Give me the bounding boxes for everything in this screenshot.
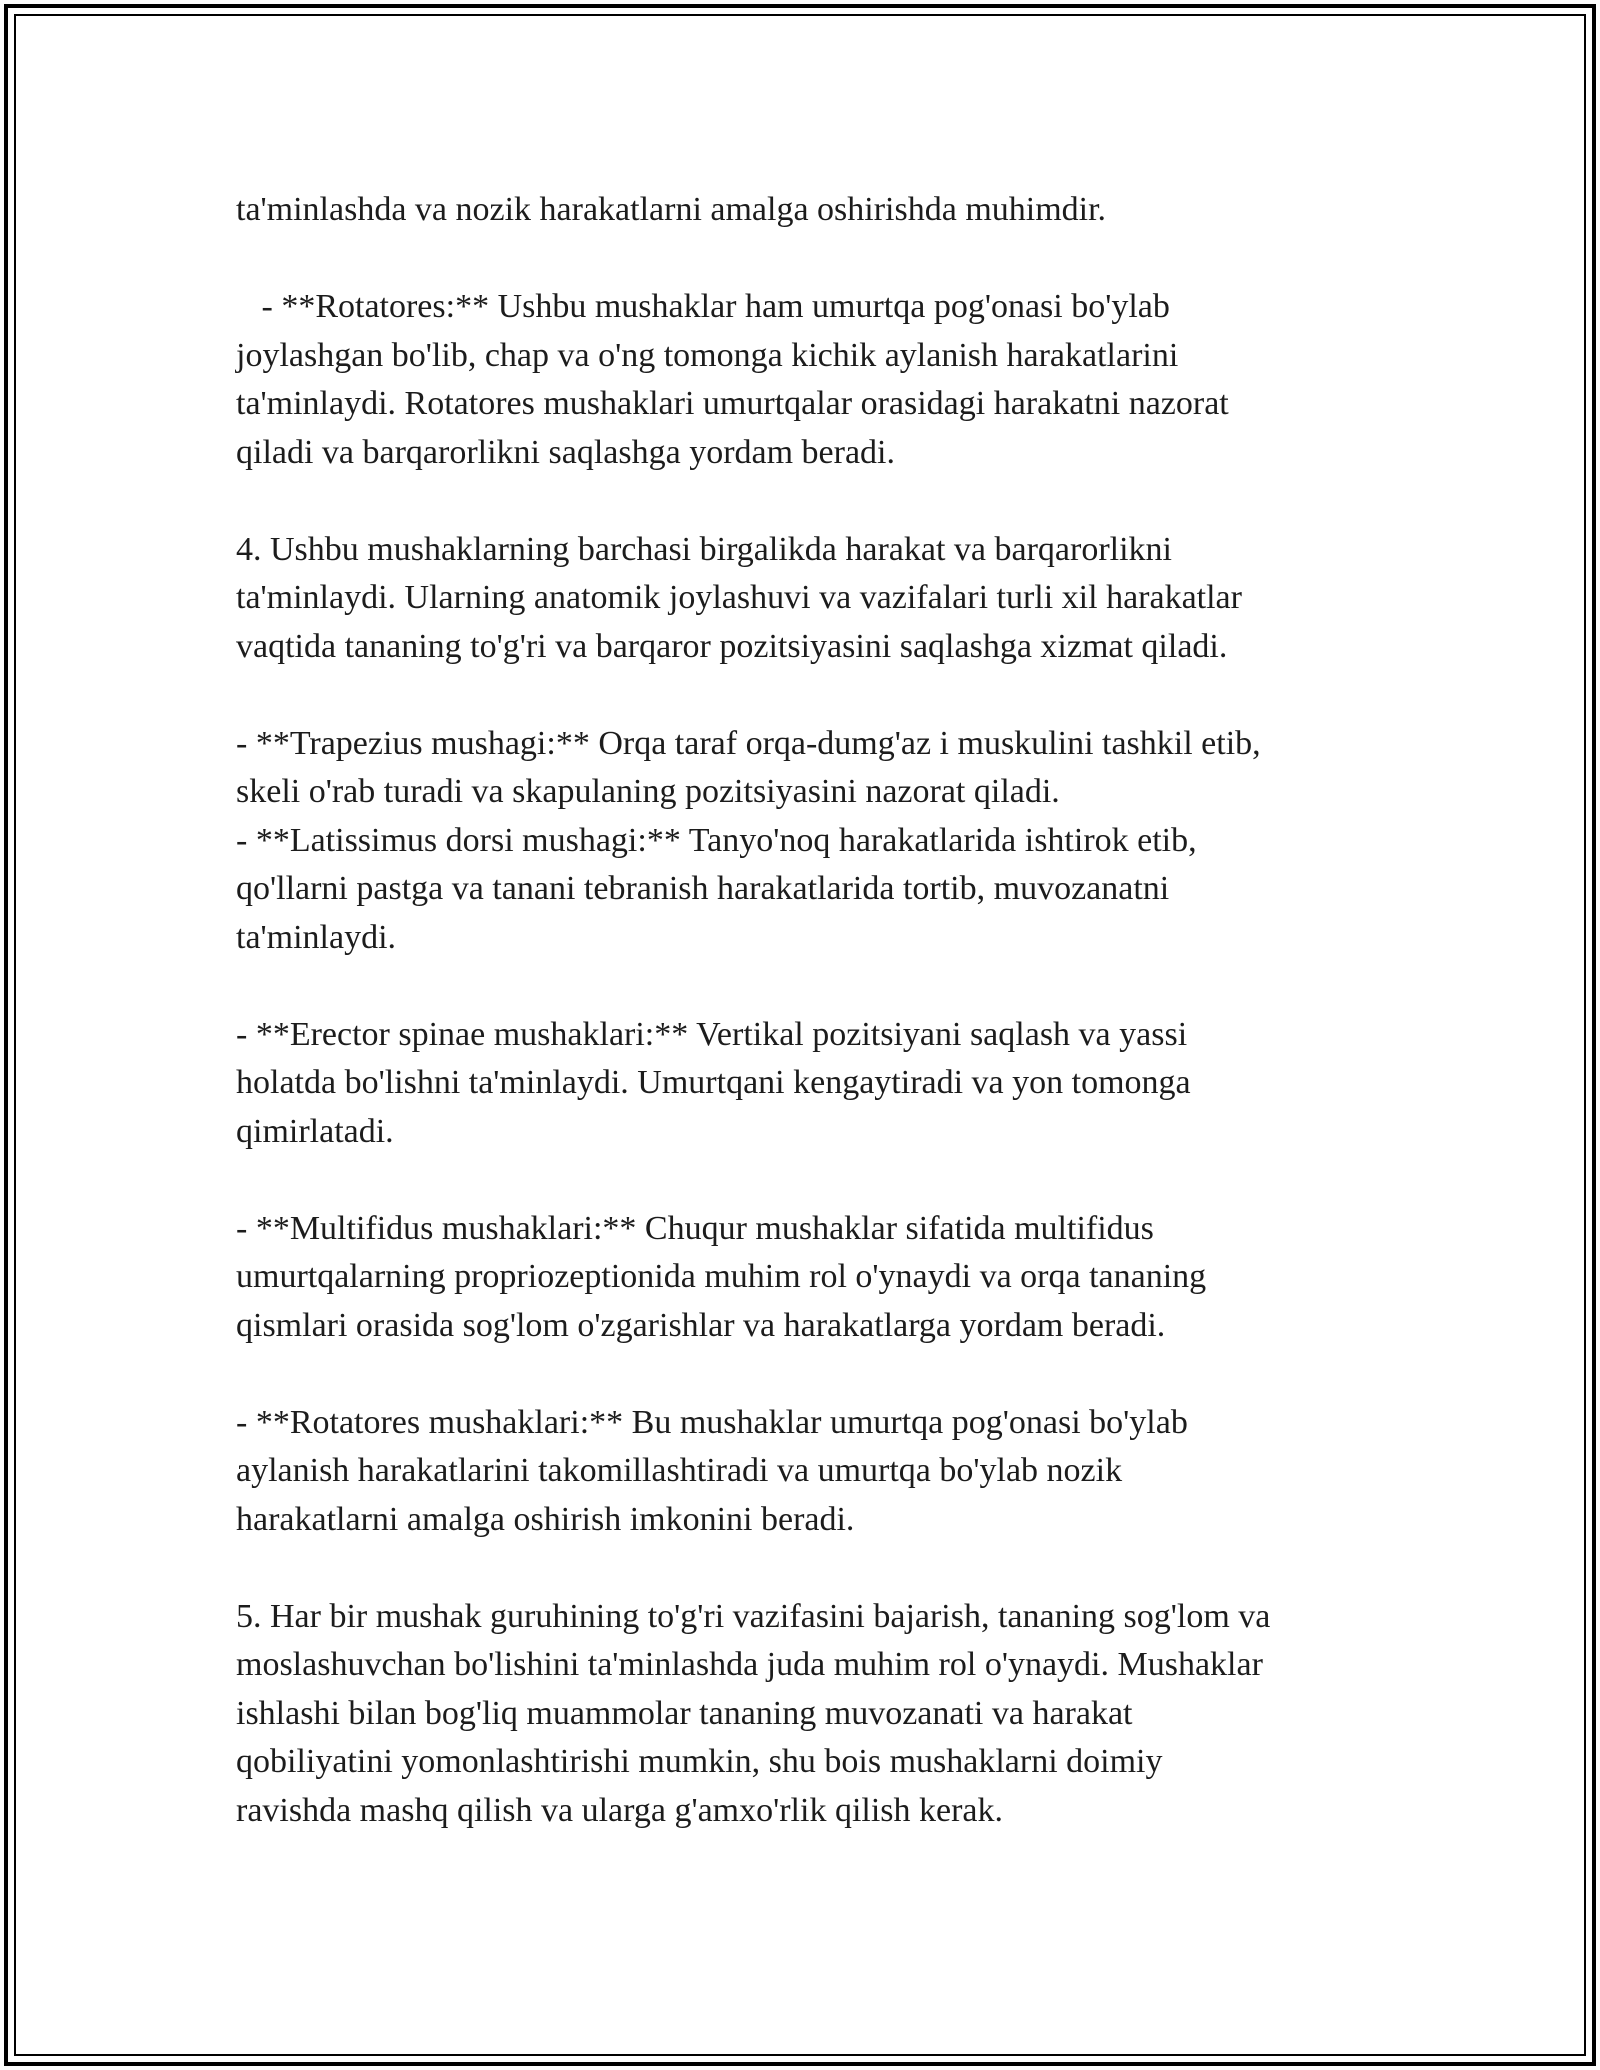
text-line: qismlari orasida sog'lom o'zgarishlar va harakatlarga yordam beradi. xyxy=(236,1306,1166,1344)
text-line xyxy=(236,1544,1376,1593)
text-line xyxy=(236,962,1376,1011)
text-line xyxy=(236,671,1376,720)
text-line: qimirlatadi. xyxy=(236,1112,394,1150)
document-body xyxy=(236,186,1376,1835)
text-line: ravishda mashq qilish va ularga g'amxo'rlik qilish kerak. xyxy=(236,1791,1004,1829)
text-line xyxy=(236,1350,1376,1399)
text-line: - **Rotatores:** Ushbu mushaklar ham umurtqa pog'onasi bo'ylab xyxy=(236,288,1170,325)
text-line: - **Latissimus dorsi mushagi:** Tanyo'noq harakatlarida ishtirok etib, xyxy=(236,821,1197,859)
text-line: ta'minlashda va nozik harakatlarni amalga oshirishda muhimdir. xyxy=(236,191,1107,228)
text-line: ta'minlaydi. Rotatores mushaklari umurtqalar orasidagi harakatni nazorat xyxy=(236,385,1229,422)
text-line xyxy=(236,235,1376,284)
text-line xyxy=(236,1156,1376,1205)
text-line: aylanish harakatlarini takomillashtiradi va umurtqa bo'ylab nozik xyxy=(236,1452,1123,1489)
text-line: 5. Har bir mushak guruhining to'g'ri vazifasini bajarish, tananing sog'lom va xyxy=(236,1597,1271,1635)
text-line: ta'minlaydi. xyxy=(236,918,397,956)
text-line: moslashuvchan bo'lishini ta'minlashda juda muhim rol o'ynaydi. Mushaklar xyxy=(236,1646,1263,1683)
text-line: 4. Ushbu mushaklarning barchasi birgalikda harakat va barqarorlikni xyxy=(236,530,1172,568)
text-line: joylashgan bo'lib, chap va o'ng tomonga kichik aylanish harakatlarini xyxy=(236,336,1179,374)
text-line: ta'minlaydi. Ularning anatomik joylashuvi va vazifalari turli xil harakatlar xyxy=(236,579,1242,616)
text-line: - **Erector spinae mushaklari:** Vertikal pozitsiyani saqlash va yassi xyxy=(236,1015,1188,1053)
text-line: qobiliyatini yomonlashtirishi mumkin, shu bois mushaklarni doimiy xyxy=(236,1743,1163,1780)
text-line: harakatlarni amalga oshirish imkonini beradi. xyxy=(236,1500,855,1538)
text-line: vaqtida tananing to'g'ri va barqaror pozitsiyasini saqlashga xizmat qiladi. xyxy=(236,627,1228,665)
text-line: - **Multifidus mushaklari:** Chuqur mushaklar sifatida multifidus xyxy=(236,1209,1154,1247)
text-line: holatda bo'lishni ta'minlaydi. Umurtqani kengaytiradi va yon tomonga xyxy=(236,1064,1191,1101)
text-line: qo'llarni pastga va tanani tebranish harakatlarida tortib, muvozanatni xyxy=(236,870,1170,907)
text-line: skeli o'rab turadi va skapulaning pozitsiyasini nazorat qiladi. xyxy=(236,773,1060,810)
text-line: umurtqalarning propriozeptionida muhim rol o'ynaydi va orqa tananing xyxy=(236,1258,1207,1295)
text-line xyxy=(236,477,1376,526)
text-line: qiladi va barqarorlikni saqlashga yordam beradi. xyxy=(236,433,895,471)
text-line: - **Rotatores mushaklari:** Bu mushaklar umurtqa pog'onasi bo'ylab xyxy=(236,1403,1188,1441)
text-line: ishlashi bilan bog'liq muammolar tananing muvozanati va harakat xyxy=(236,1694,1133,1732)
text-line: - **Trapezius mushagi:** Orqa taraf orqa-dumg'az i muskulini tashkil etib, xyxy=(236,724,1261,762)
